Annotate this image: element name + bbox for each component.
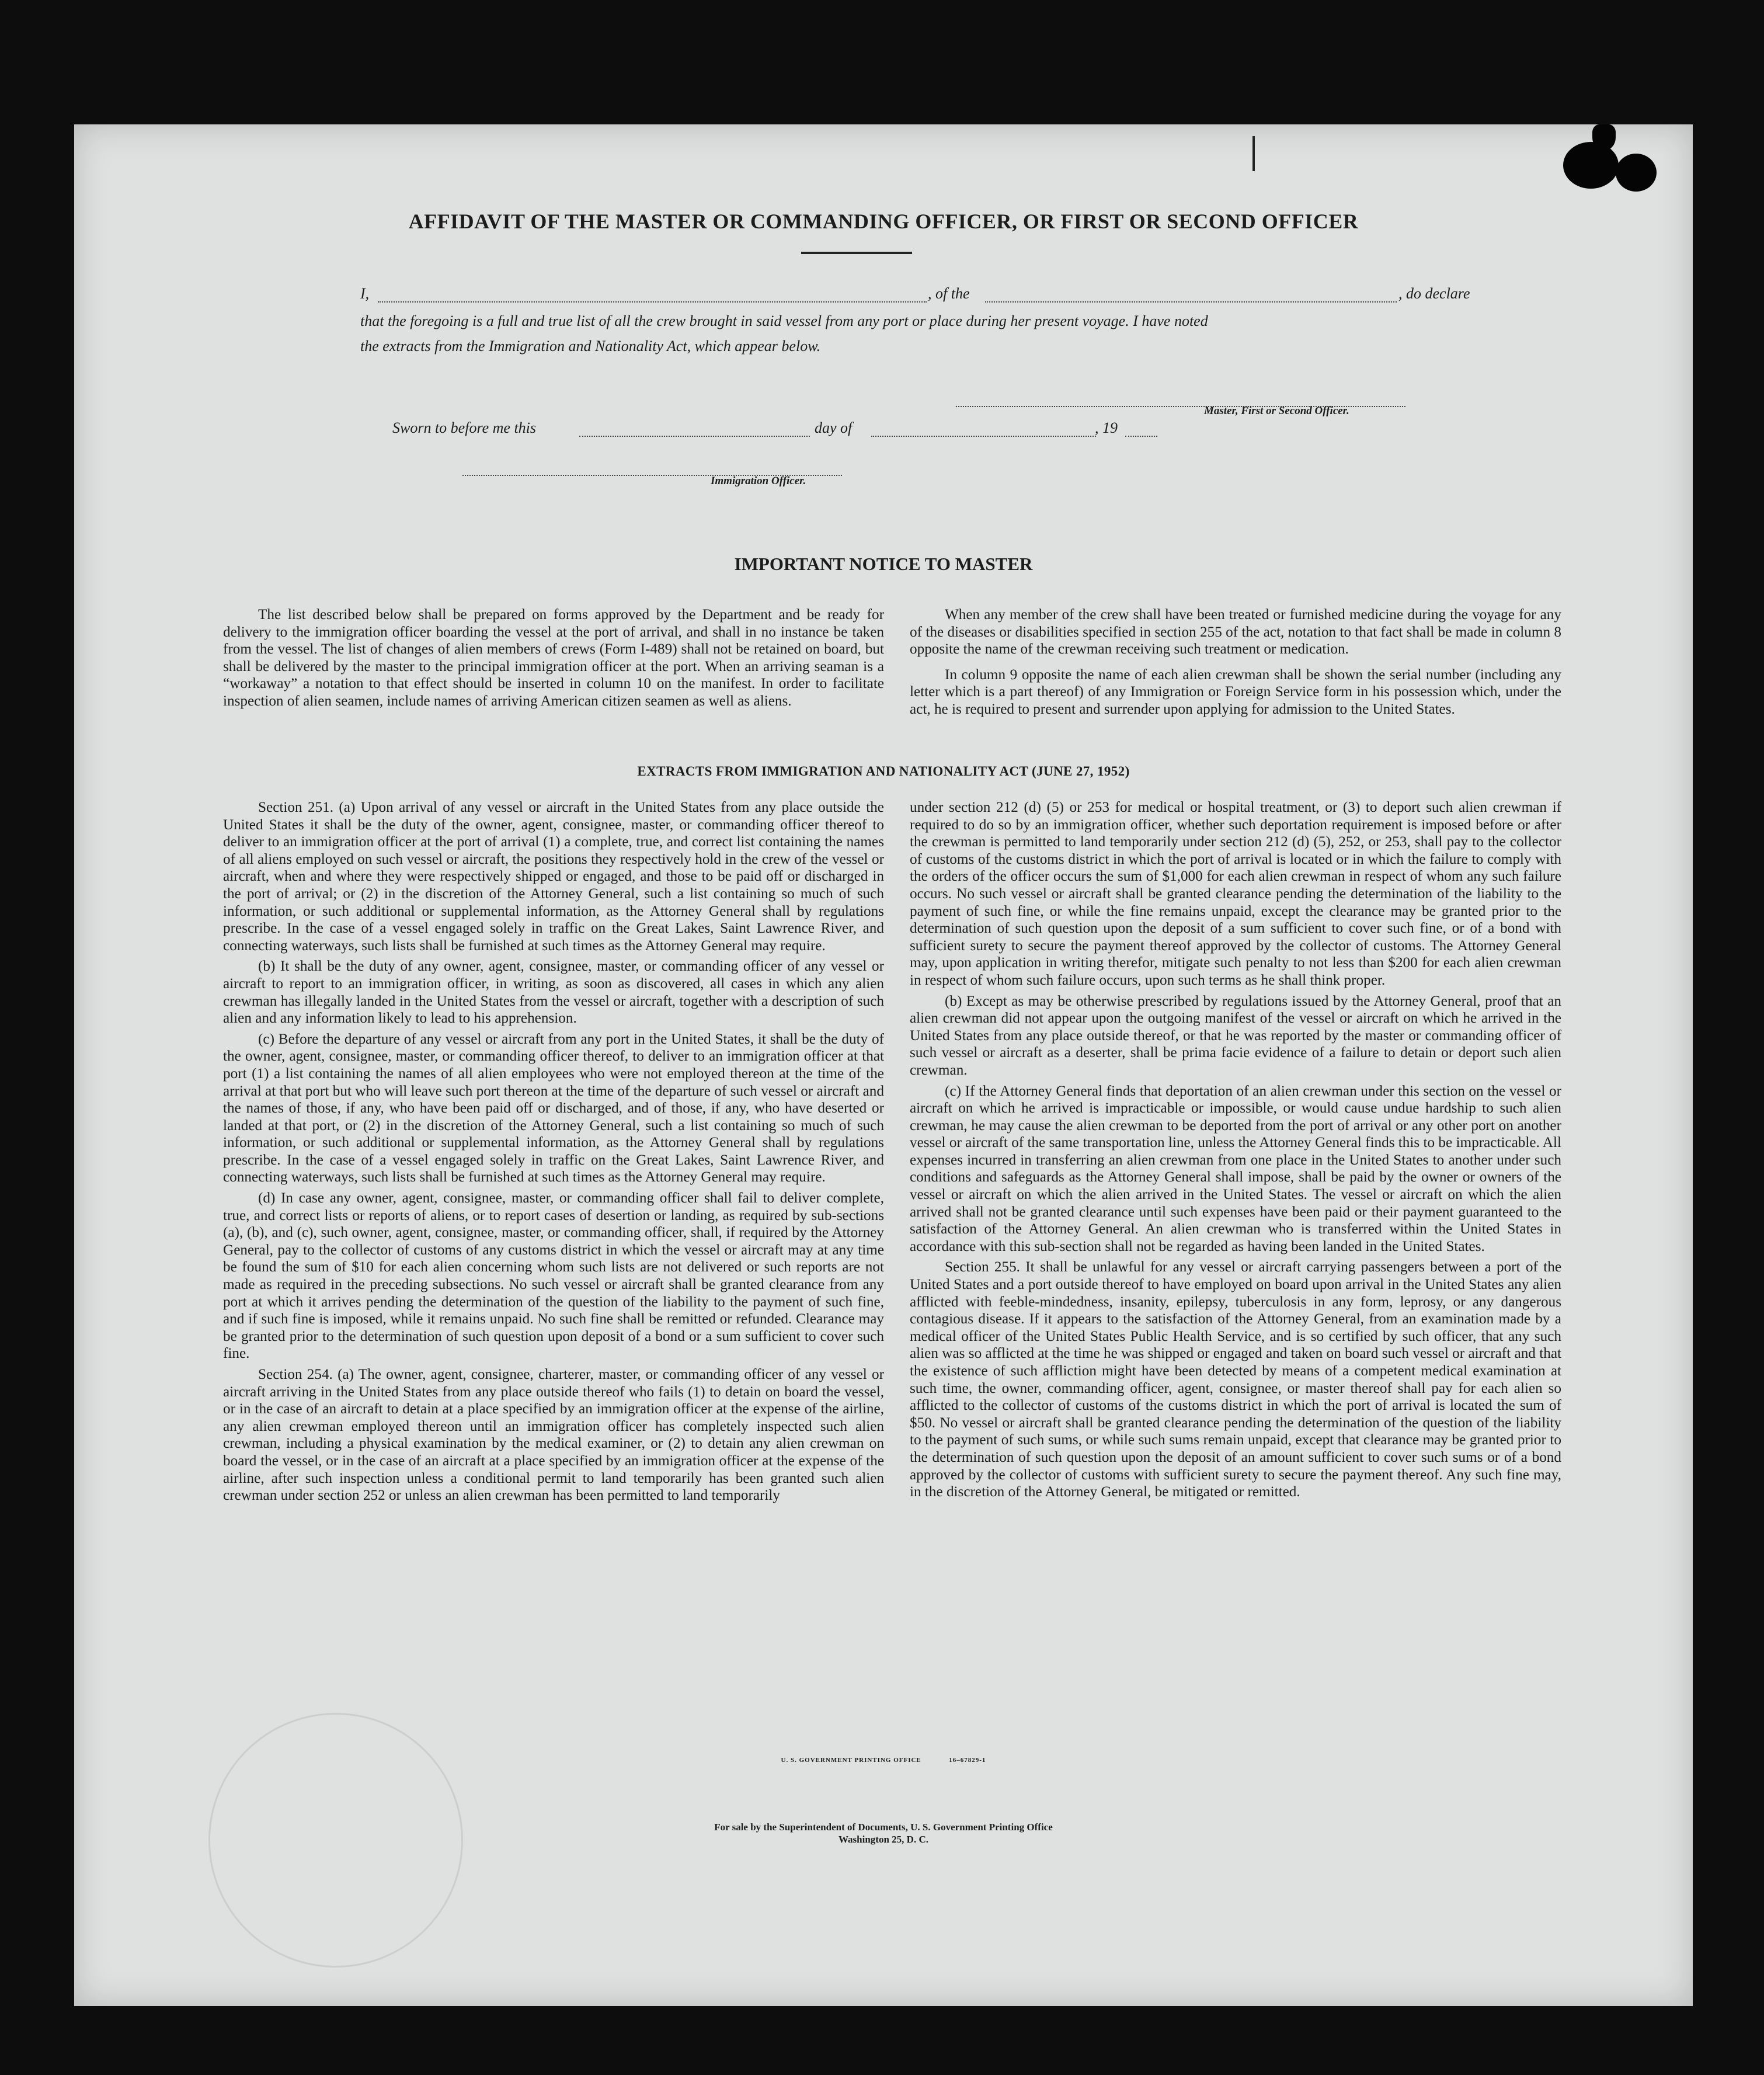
title-underline <box>801 252 912 254</box>
act-paragraph: under section 212 (d) (5) or 253 for medical or hospital treatment, or (3) to deport such alien crewman if required to do so by an immigration officer, whether such deportation requirement is imposed before or after the crewman is permitted to land temporarily under section 212 (d) (5), 252, or 253, shall pay to the collector of customs of the customs district in which the port of arrival is located or in which the failure to comply with the orders of the officer occurs the sum of $1,000 for each alien crewman in respect of whom any such failure occurs. No such vessel or aircraft shall be granted clearance pending the determination of the liability to the payment of such fine, or while the fine remains unpaid, except the clearance may be granted prior to the determination of such question upon the deposit of a sum sufficient to cover such fine, or of a bond with sufficient surety to secure the payment thereof approved by the collector of customs. The Attorney General may, upon application in writing therefor, mitigate such penalty to not less than $200 for each alien crewman in respect of whom such failure occurs, upon such terms as he shall think proper. <box>910 800 1561 988</box>
act-paragraph: (c) Before the departure of any vessel or aircraft from any port in the United States, it shall be the duty of the owner, agent, consignee, master, or commanding officer thereof, to deliver to an immigration officer at that port (1) a list containing the names of all alien employees who were not employed thereon at the time of the arrival at that port but who will leave such port thereon at the time of the departure of such vessel or aircraft and the names of those, if any, who have been paid off or discharged, and of those, if any, who have deserted or landed at that port, or (2) in the discretion of the Attorney General, such a list containing so much of such information, or such additional or supplemental information, as the Attorney General shall by regulations prescribe. In the case of a vessel engaged solely in traffic on the Great Lakes, Saint Lawrence River, and connecting waterways, such lists shall be furnished at such times as the Attorney General may require. <box>223 1031 884 1186</box>
declaration-line-3: the extracts from the Immigration and Nationality Act, which appear below. <box>360 338 821 354</box>
act-paragraph: (b) It shall be the duty of any owner, agent, consignee, master, or commanding officer of any vessel or aircraft to report to an immigration officer, in writing, as soon as discovered, all cases in which any alien crewman has illegally landed in the United States from the vessel or aircraft, together with a description of such alien and any information likely to lead to his apprehension. <box>223 958 884 1027</box>
pen-mark <box>1252 136 1255 171</box>
affidavit-document-page <box>74 124 1693 2006</box>
sale-line: For sale by the Superintendent of Documents, U. S. Government Printing Office <box>714 1822 1053 1833</box>
notice-paragraph: The list described below shall be prepared on forms approved by the Department and be ready for delivery to the immigration officer boarding the vessel at the port of arrival, and shall in no instance be taken from the vessel. The list of changes of alien members of crews (Form I-489) shall not be retained on board, but shall be delivered by the master to the principal immigration officer at the port. When an arriving seaman is a “workaway” a notation to that effect should be inserted in column 10 on the manifest. In order to facilitate inspection of alien seamen, include names of arriving American citizen seamen as well as aliens. <box>223 607 884 709</box>
extracts-left-column <box>223 799 884 1504</box>
notice-right-column <box>910 606 1561 718</box>
ink-blot <box>1616 154 1657 192</box>
form-number: 16–67829-1 <box>949 1757 986 1764</box>
act-paragraph: (b) Except as may be otherwise prescribed by regulations issued by the Attorney General, proof that an alien crewman did not appear upon the outgoing manifest of the vessel or aircraft on which he arrived in the United States from any place outside thereof, or that he was reported by the master or commanding officer of such vessel or aircraft as a deserter, shall be prima facie evidence of a failure to detain or deport such alien crewman. <box>910 993 1561 1078</box>
declaration-do-declare: , do declare <box>1398 285 1470 302</box>
vessel-name-field[interactable] <box>985 285 1397 303</box>
declarant-name-field[interactable] <box>378 285 927 303</box>
sale-notice <box>74 1821 1693 1845</box>
extracts-title: EXTRACTS FROM IMMIGRATION AND NATIONALITY ACT (JUNE 27, 1952) <box>637 764 1130 778</box>
notice-paragraph: When any member of the crew shall have been treated or furnished medicine during the voyage for any of the diseases or disabilities specified in section 255 of the act, notation to that fact shall be made in column 8 opposite the name of the crewman receiving such treatment or medication. <box>910 607 1561 658</box>
ink-blot <box>1592 124 1616 151</box>
declaration-of-the: , of the <box>928 285 970 302</box>
act-paragraph: (c) If the Attorney General finds that deportation of an alien crewman under this section on the vessel or aircraft on which he arrived is impracticable or impossible, or would cause undue hardship to such alien crewman, he may cause the alien crewman to be deported from the port of arrival or any other port on another vessel or aircraft of the same transportation line, unless the Attorney General finds this to be impracticable. All expenses incurred in transferring an alien crewman from one place in the United States to another under such conditions and safeguards as the Attorney General shall impose, shall be paid by the owner or owners of the vessel or aircraft on which the alien arrived in the United States. The vessel or aircraft on which the alien arrived shall not be granted clearance until such expenses have been paid or their payment guaranteed to the satisfaction of the Attorney General. An alien crewman who is transferred within the United States in accordance with this sub-section shall not be regarded as having been landed in the United States. <box>910 1083 1561 1254</box>
year-label: , 19 <box>1095 419 1118 436</box>
notice-paragraph: In column 9 opposite the name of each alien crewman shall be shown the serial number (including any letter which is a part thereof) of any Immigration or Foreign Service form in his possession which, under the act, he is required to present and surrender upon applying for admission to the United States. <box>910 666 1561 717</box>
declaration-i: I, <box>360 285 370 302</box>
sworn-label: Sworn to before me this <box>392 419 537 436</box>
sworn-month-field[interactable] <box>871 419 1096 437</box>
ink-blot <box>1563 142 1619 189</box>
day-of-label: day of <box>815 419 853 436</box>
act-paragraph: (d) In case any owner, agent, consignee, master, or commanding officer shall fail to deliver complete, true, and correct lists or reports of aliens, or to report cases of desertion or landing, as required by sub-sections (a), (b), and (c), such owner, agent, consignee, master, or commanding officer, shall, if required by the Attorney General, pay to the collector of customs of any customs district in which the vessel or aircraft may at any time be found the sum of $10 for each alien concerning whom such lists are not delivered or such reports are not made as required in the preceding subsections. No such vessel or aircraft shall be granted clearance from any port at which it arrives pending the determination of the question of the liability to the payment of such fine, and if such fine is imposed, while it remains unpaid. No such fine shall be remitted or refunded. Clearance may be granted prior to the determination of such question upon deposit of a bond or a sum sufficient to cover such fine. <box>223 1190 884 1362</box>
printing-office-imprint <box>74 1757 1693 1764</box>
printing-office-name: U. S. GOVERNMENT PRINTING OFFICE <box>781 1757 921 1764</box>
sworn-year-field[interactable] <box>1125 419 1157 437</box>
city-line: Washington 25, D. C. <box>838 1834 928 1845</box>
immigration-officer-caption: Immigration Officer. <box>711 475 806 487</box>
master-signature-caption: Master, First or Second Officer. <box>1204 405 1349 417</box>
immigration-officer-signature-field[interactable] <box>462 463 842 476</box>
act-paragraph: Section 254. (a) The owner, agent, consignee, charterer, master, or commanding officer of any vessel or aircraft arriving in the United States from any place outside thereof who fails (1) to detain on board the vessel, or in the case of an aircraft to detain at a place specified by an immigration officer at the expense of the airline, any alien crewman employed thereon until an immigration officer has completely inspected such alien crewman, including a physical examination by the medical examiner, or (2) to detain any alien crewman on board the vessel, or in the case of an aircraft at a place specified by an immigration officer at the expense of the airline, after such inspection unless a conditional permit to land temporarily has been granted such alien crewman under section 252 or unless an alien crewman has been permitted to land temporarily <box>223 1367 884 1504</box>
notice-title: IMPORTANT NOTICE TO MASTER <box>734 554 1033 574</box>
extracts-right-column <box>910 799 1561 1501</box>
sworn-day-field[interactable] <box>579 419 810 437</box>
notice-left-column <box>223 606 884 710</box>
affidavit-title: AFFIDAVIT OF THE MASTER OR COMMANDING OFFICER, OR FIRST OR SECOND OFFICER <box>408 210 1359 233</box>
act-paragraph: Section 251. (a) Upon arrival of any vessel or aircraft in the United States from any place outside the United States it shall be the duty of the owner, agent, consignee, master, or commanding officer thereof to deliver to an immigration officer at the port of arrival (1) a complete, true, and correct list containing the names of all aliens employed on such vessel or aircraft, the positions they respectively hold in the crew of the vessel or aircraft, when and where they were respectively shipped or engaged, and those to be paid off or discharged in the port of arrival; or (2) in the discretion of the Attorney General, such a list containing so much of such information, or such additional or supplemental information, as the Attorney General shall by regulations prescribe. In the case of a vessel engaged solely in traffic on the Great Lakes, Saint Lawrence River, and connecting waterways, such lists shall be furnished at such times as the Attorney General may require. <box>223 800 884 954</box>
declaration-line-2: that the foregoing is a full and true list of all the crew brought in said vessel from any port or place during her present voyage. I have noted <box>360 312 1208 329</box>
act-paragraph: Section 255. It shall be unlawful for any vessel or aircraft carrying passengers between a port of the United States and a port outside thereof to have employed on board upon arrival in the United States any alien afflicted with feeble-mindedness, insanity, epilepsy, tuberculosis in any form, leprosy, or any dangerous contagious disease. If it appears to the satisfaction of the Attorney General, from an examination made by a medical officer of the United States Public Health Service, and is so certified by such officer, that any such alien was so afflicted at the time he was shipped or engaged and taken on board such vessel or aircraft and that the existence of such affliction might have been detected by means of a competent medical examination at such time, the owner, commanding officer, agent, consignee, or master thereof shall pay for each alien so afflicted to the collector of customs of the customs district in which the port of arrival is located the sum of $50. No vessel or aircraft shall be granted clearance pending the determination of the question of the liability to the payment of such sums, or while such sums remain unpaid, except that clearance may be granted prior to the determination of such question upon the deposit of an amount sufficient to cover such sums or of a bond approved by the collector of customs with sufficient surety to secure the payment thereof. Any such fine may, in the discretion of the Attorney General, be mitigated or remitted. <box>910 1259 1561 1500</box>
